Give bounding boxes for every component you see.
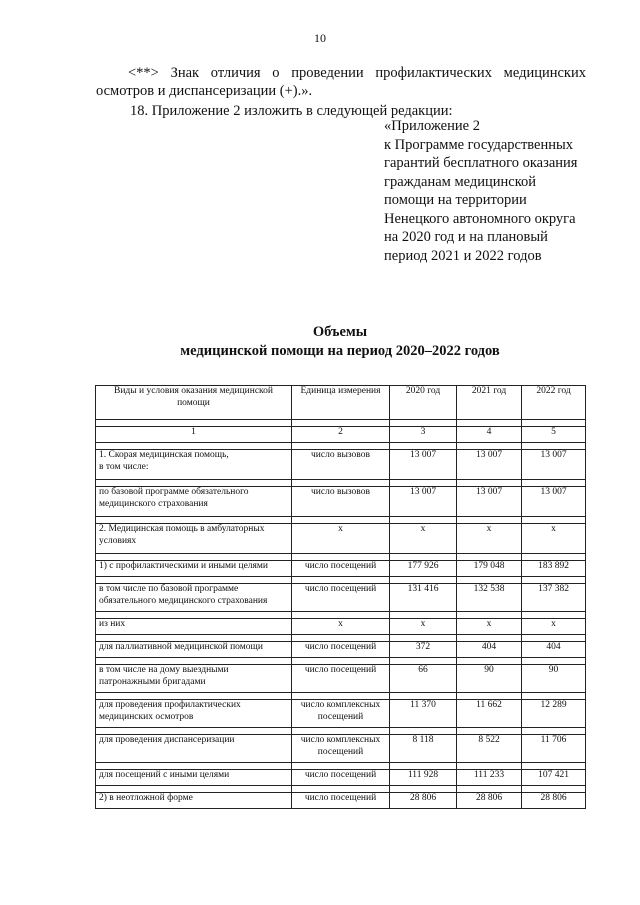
row-label-cell: для посещений с иными целями bbox=[96, 770, 292, 786]
value-cell: 11 706 bbox=[522, 735, 586, 763]
spacer-cell bbox=[390, 554, 457, 561]
value-cell: 12 289 bbox=[522, 700, 586, 728]
spacer-cell bbox=[390, 658, 457, 665]
spacer-cell bbox=[390, 517, 457, 524]
appendix-line: помощи на территории bbox=[384, 192, 527, 208]
value-cell: 28 806 bbox=[457, 793, 522, 809]
unit-cell: число посещений bbox=[292, 584, 390, 612]
table-title-line-2: медицинской помощи на период 2020–2022 годов bbox=[180, 343, 500, 359]
unit-cell: число посещений bbox=[292, 665, 390, 693]
spacer-cell bbox=[457, 517, 522, 524]
table-row-spacer bbox=[96, 480, 586, 487]
spacer-cell bbox=[522, 577, 586, 584]
value-cell: 90 bbox=[522, 665, 586, 693]
table-row-spacer bbox=[96, 728, 586, 735]
value-cell: 28 806 bbox=[522, 793, 586, 809]
spacer-cell bbox=[96, 420, 292, 427]
footnote-line-1: <**> Знак отличия о проведении профилактических медицинских bbox=[128, 65, 586, 81]
unit-cell: число посещений bbox=[292, 561, 390, 577]
value-cell: 111 928 bbox=[390, 770, 457, 786]
value-cell: 179 048 bbox=[457, 561, 522, 577]
value-cell: х bbox=[522, 524, 586, 554]
value-cell: 404 bbox=[522, 642, 586, 658]
table-row-spacer bbox=[96, 443, 586, 450]
value-cell: 372 bbox=[390, 642, 457, 658]
table-row-spacer bbox=[96, 786, 586, 793]
row-label-cell: 2) в неотложной форме bbox=[96, 793, 292, 809]
table-row-spacer bbox=[96, 658, 586, 665]
spacer-cell bbox=[96, 635, 292, 642]
row-label-cell: для проведения профилактических медицинских осмотров bbox=[96, 700, 292, 728]
table-row bbox=[96, 450, 586, 480]
spacer-cell bbox=[292, 443, 390, 450]
spacer-cell bbox=[292, 420, 390, 427]
value-cell: х bbox=[457, 524, 522, 554]
spacer-cell bbox=[522, 635, 586, 642]
spacer-cell bbox=[457, 480, 522, 487]
value-cell: 132 538 bbox=[457, 584, 522, 612]
spacer-cell bbox=[292, 577, 390, 584]
spacer-cell bbox=[390, 420, 457, 427]
spacer-cell bbox=[522, 480, 586, 487]
appendix-line: период 2021 и 2022 годов bbox=[384, 247, 542, 264]
table-row-spacer bbox=[96, 577, 586, 584]
unit-cell: число комплексных посещений bbox=[292, 735, 390, 763]
table-header-row bbox=[96, 386, 586, 420]
numbering-cell: 5 bbox=[522, 427, 586, 443]
value-cell: 183 892 bbox=[522, 561, 586, 577]
table-row bbox=[96, 584, 586, 612]
unit-cell: х bbox=[292, 619, 390, 635]
value-cell: 11 370 bbox=[390, 700, 457, 728]
appendix-line: к Программе государственных bbox=[384, 136, 574, 153]
value-cell: 13 007 bbox=[522, 450, 586, 480]
spacer-cell bbox=[96, 517, 292, 524]
footnote-line-2: осмотров и диспансеризации (+).». bbox=[96, 83, 313, 99]
row-label-cell: 1) с профилактическими и иными целями bbox=[96, 561, 292, 577]
appendix-line: на 2020 год и на плановый bbox=[384, 229, 548, 245]
spacer-cell bbox=[292, 763, 390, 770]
value-cell: 8 118 bbox=[390, 735, 457, 763]
spacer-cell bbox=[96, 612, 292, 619]
unit-cell: число посещений bbox=[292, 793, 390, 809]
value-cell: х bbox=[390, 524, 457, 554]
table-row bbox=[96, 561, 586, 577]
table-row-spacer bbox=[96, 612, 586, 619]
numbering-cell: 1 bbox=[96, 427, 292, 443]
table-row-spacer bbox=[96, 420, 586, 427]
table-row bbox=[96, 735, 586, 763]
value-cell: 131 416 bbox=[390, 584, 457, 612]
spacer-cell bbox=[292, 728, 390, 735]
spacer-cell bbox=[292, 635, 390, 642]
value-cell: 404 bbox=[457, 642, 522, 658]
value-cell: 90 bbox=[457, 665, 522, 693]
spacer-cell bbox=[390, 693, 457, 700]
spacer-cell bbox=[390, 443, 457, 450]
table-row bbox=[96, 665, 586, 693]
spacer-cell bbox=[522, 443, 586, 450]
row-label-cell: 1. Скорая медицинская помощь, в том числе: bbox=[96, 450, 292, 480]
spacer-cell bbox=[522, 612, 586, 619]
row-label-cell: 2. Медицинская помощь в амбулаторных условиях bbox=[96, 524, 292, 554]
spacer-cell bbox=[522, 693, 586, 700]
volumes-table bbox=[95, 385, 586, 809]
value-cell: 13 007 bbox=[390, 487, 457, 517]
value-cell: 177 926 bbox=[390, 561, 457, 577]
spacer-cell bbox=[96, 577, 292, 584]
row-label-cell: для проведения диспансеризации bbox=[96, 735, 292, 763]
value-cell: х bbox=[457, 619, 522, 635]
spacer-cell bbox=[390, 480, 457, 487]
table-row-spacer bbox=[96, 554, 586, 561]
unit-cell: число комплексных посещений bbox=[292, 700, 390, 728]
page-number: 10 bbox=[314, 31, 326, 45]
numbering-cell: 4 bbox=[457, 427, 522, 443]
spacer-cell bbox=[457, 728, 522, 735]
value-cell: 111 233 bbox=[457, 770, 522, 786]
header-cell: 2022 год bbox=[522, 386, 586, 420]
value-cell: 8 522 bbox=[457, 735, 522, 763]
spacer-cell bbox=[96, 554, 292, 561]
appendix-header bbox=[384, 117, 604, 265]
spacer-cell bbox=[292, 612, 390, 619]
spacer-cell bbox=[457, 786, 522, 793]
spacer-cell bbox=[457, 420, 522, 427]
table-row-spacer bbox=[96, 763, 586, 770]
spacer-cell bbox=[390, 728, 457, 735]
spacer-cell bbox=[292, 786, 390, 793]
value-cell: х bbox=[390, 619, 457, 635]
spacer-cell bbox=[96, 786, 292, 793]
spacer-cell bbox=[522, 763, 586, 770]
appendix-line: гарантий бесплатного оказания bbox=[384, 155, 578, 171]
numbering-cell: 3 bbox=[390, 427, 457, 443]
spacer-cell bbox=[96, 728, 292, 735]
amendment-paragraph: 18. Приложение 2 изложить в следующей редакции: bbox=[130, 103, 453, 119]
row-label-cell: по базовой программе обязательного медицинского страхования bbox=[96, 487, 292, 517]
value-cell: 13 007 bbox=[457, 487, 522, 517]
unit-cell: число посещений bbox=[292, 770, 390, 786]
table-row bbox=[96, 700, 586, 728]
spacer-cell bbox=[96, 693, 292, 700]
spacer-cell bbox=[457, 658, 522, 665]
spacer-cell bbox=[292, 517, 390, 524]
appendix-line: Ненецкого автономного округа bbox=[384, 210, 576, 227]
table-row bbox=[96, 487, 586, 517]
header-cell: 2020 год bbox=[390, 386, 457, 420]
value-cell: 107 421 bbox=[522, 770, 586, 786]
spacer-cell bbox=[292, 693, 390, 700]
spacer-cell bbox=[292, 554, 390, 561]
spacer-cell bbox=[96, 763, 292, 770]
table-row bbox=[96, 793, 586, 809]
spacer-cell bbox=[96, 443, 292, 450]
row-label-cell: в том числе по базовой программе обязательного медицинского страхования bbox=[96, 584, 292, 612]
spacer-cell bbox=[390, 763, 457, 770]
spacer-cell bbox=[457, 693, 522, 700]
spacer-cell bbox=[390, 577, 457, 584]
spacer-cell bbox=[522, 658, 586, 665]
table-row-spacer bbox=[96, 693, 586, 700]
value-cell: 11 662 bbox=[457, 700, 522, 728]
spacer-cell bbox=[292, 658, 390, 665]
unit-cell: число вызовов bbox=[292, 487, 390, 517]
appendix-line: «Приложение 2 bbox=[384, 118, 480, 134]
unit-cell: число вызовов bbox=[292, 450, 390, 480]
appendix-line: гражданам медицинской bbox=[384, 173, 537, 190]
table-row-spacer bbox=[96, 517, 586, 524]
value-cell: 13 007 bbox=[522, 487, 586, 517]
spacer-cell bbox=[292, 480, 390, 487]
value-cell: 66 bbox=[390, 665, 457, 693]
row-label-cell: для паллиативной медицинской помощи bbox=[96, 642, 292, 658]
spacer-cell bbox=[96, 658, 292, 665]
spacer-cell bbox=[522, 517, 586, 524]
spacer-cell bbox=[522, 728, 586, 735]
table-row bbox=[96, 770, 586, 786]
footnote-paragraph bbox=[96, 64, 586, 100]
table-title-line-1: Объемы bbox=[312, 324, 368, 340]
row-label-cell: из них bbox=[96, 619, 292, 635]
value-cell: х bbox=[522, 619, 586, 635]
spacer-cell bbox=[390, 786, 457, 793]
spacer-cell bbox=[96, 480, 292, 487]
spacer-cell bbox=[457, 612, 522, 619]
spacer-cell bbox=[522, 554, 586, 561]
spacer-cell bbox=[457, 635, 522, 642]
spacer-cell bbox=[457, 443, 522, 450]
header-cell: Единица измерения bbox=[292, 386, 390, 420]
table-row bbox=[96, 642, 586, 658]
unit-cell: число посещений bbox=[292, 642, 390, 658]
value-cell: 13 007 bbox=[390, 450, 457, 480]
table-row bbox=[96, 619, 586, 635]
header-cell: Виды и условия оказания медицинской помощи bbox=[96, 386, 292, 420]
value-cell: 13 007 bbox=[457, 450, 522, 480]
spacer-cell bbox=[457, 554, 522, 561]
header-cell: 2021 год bbox=[457, 386, 522, 420]
table-numbering-row bbox=[96, 427, 586, 443]
row-label-cell: в том числе на дому выездными патронажными бригадами bbox=[96, 665, 292, 693]
unit-cell: х bbox=[292, 524, 390, 554]
spacer-cell bbox=[390, 612, 457, 619]
spacer-cell bbox=[522, 786, 586, 793]
numbering-cell: 2 bbox=[292, 427, 390, 443]
spacer-cell bbox=[457, 763, 522, 770]
spacer-cell bbox=[522, 420, 586, 427]
value-cell: 137 382 bbox=[522, 584, 586, 612]
table-row-spacer bbox=[96, 635, 586, 642]
table-row bbox=[96, 524, 586, 554]
spacer-cell bbox=[457, 577, 522, 584]
value-cell: 28 806 bbox=[390, 793, 457, 809]
spacer-cell bbox=[390, 635, 457, 642]
